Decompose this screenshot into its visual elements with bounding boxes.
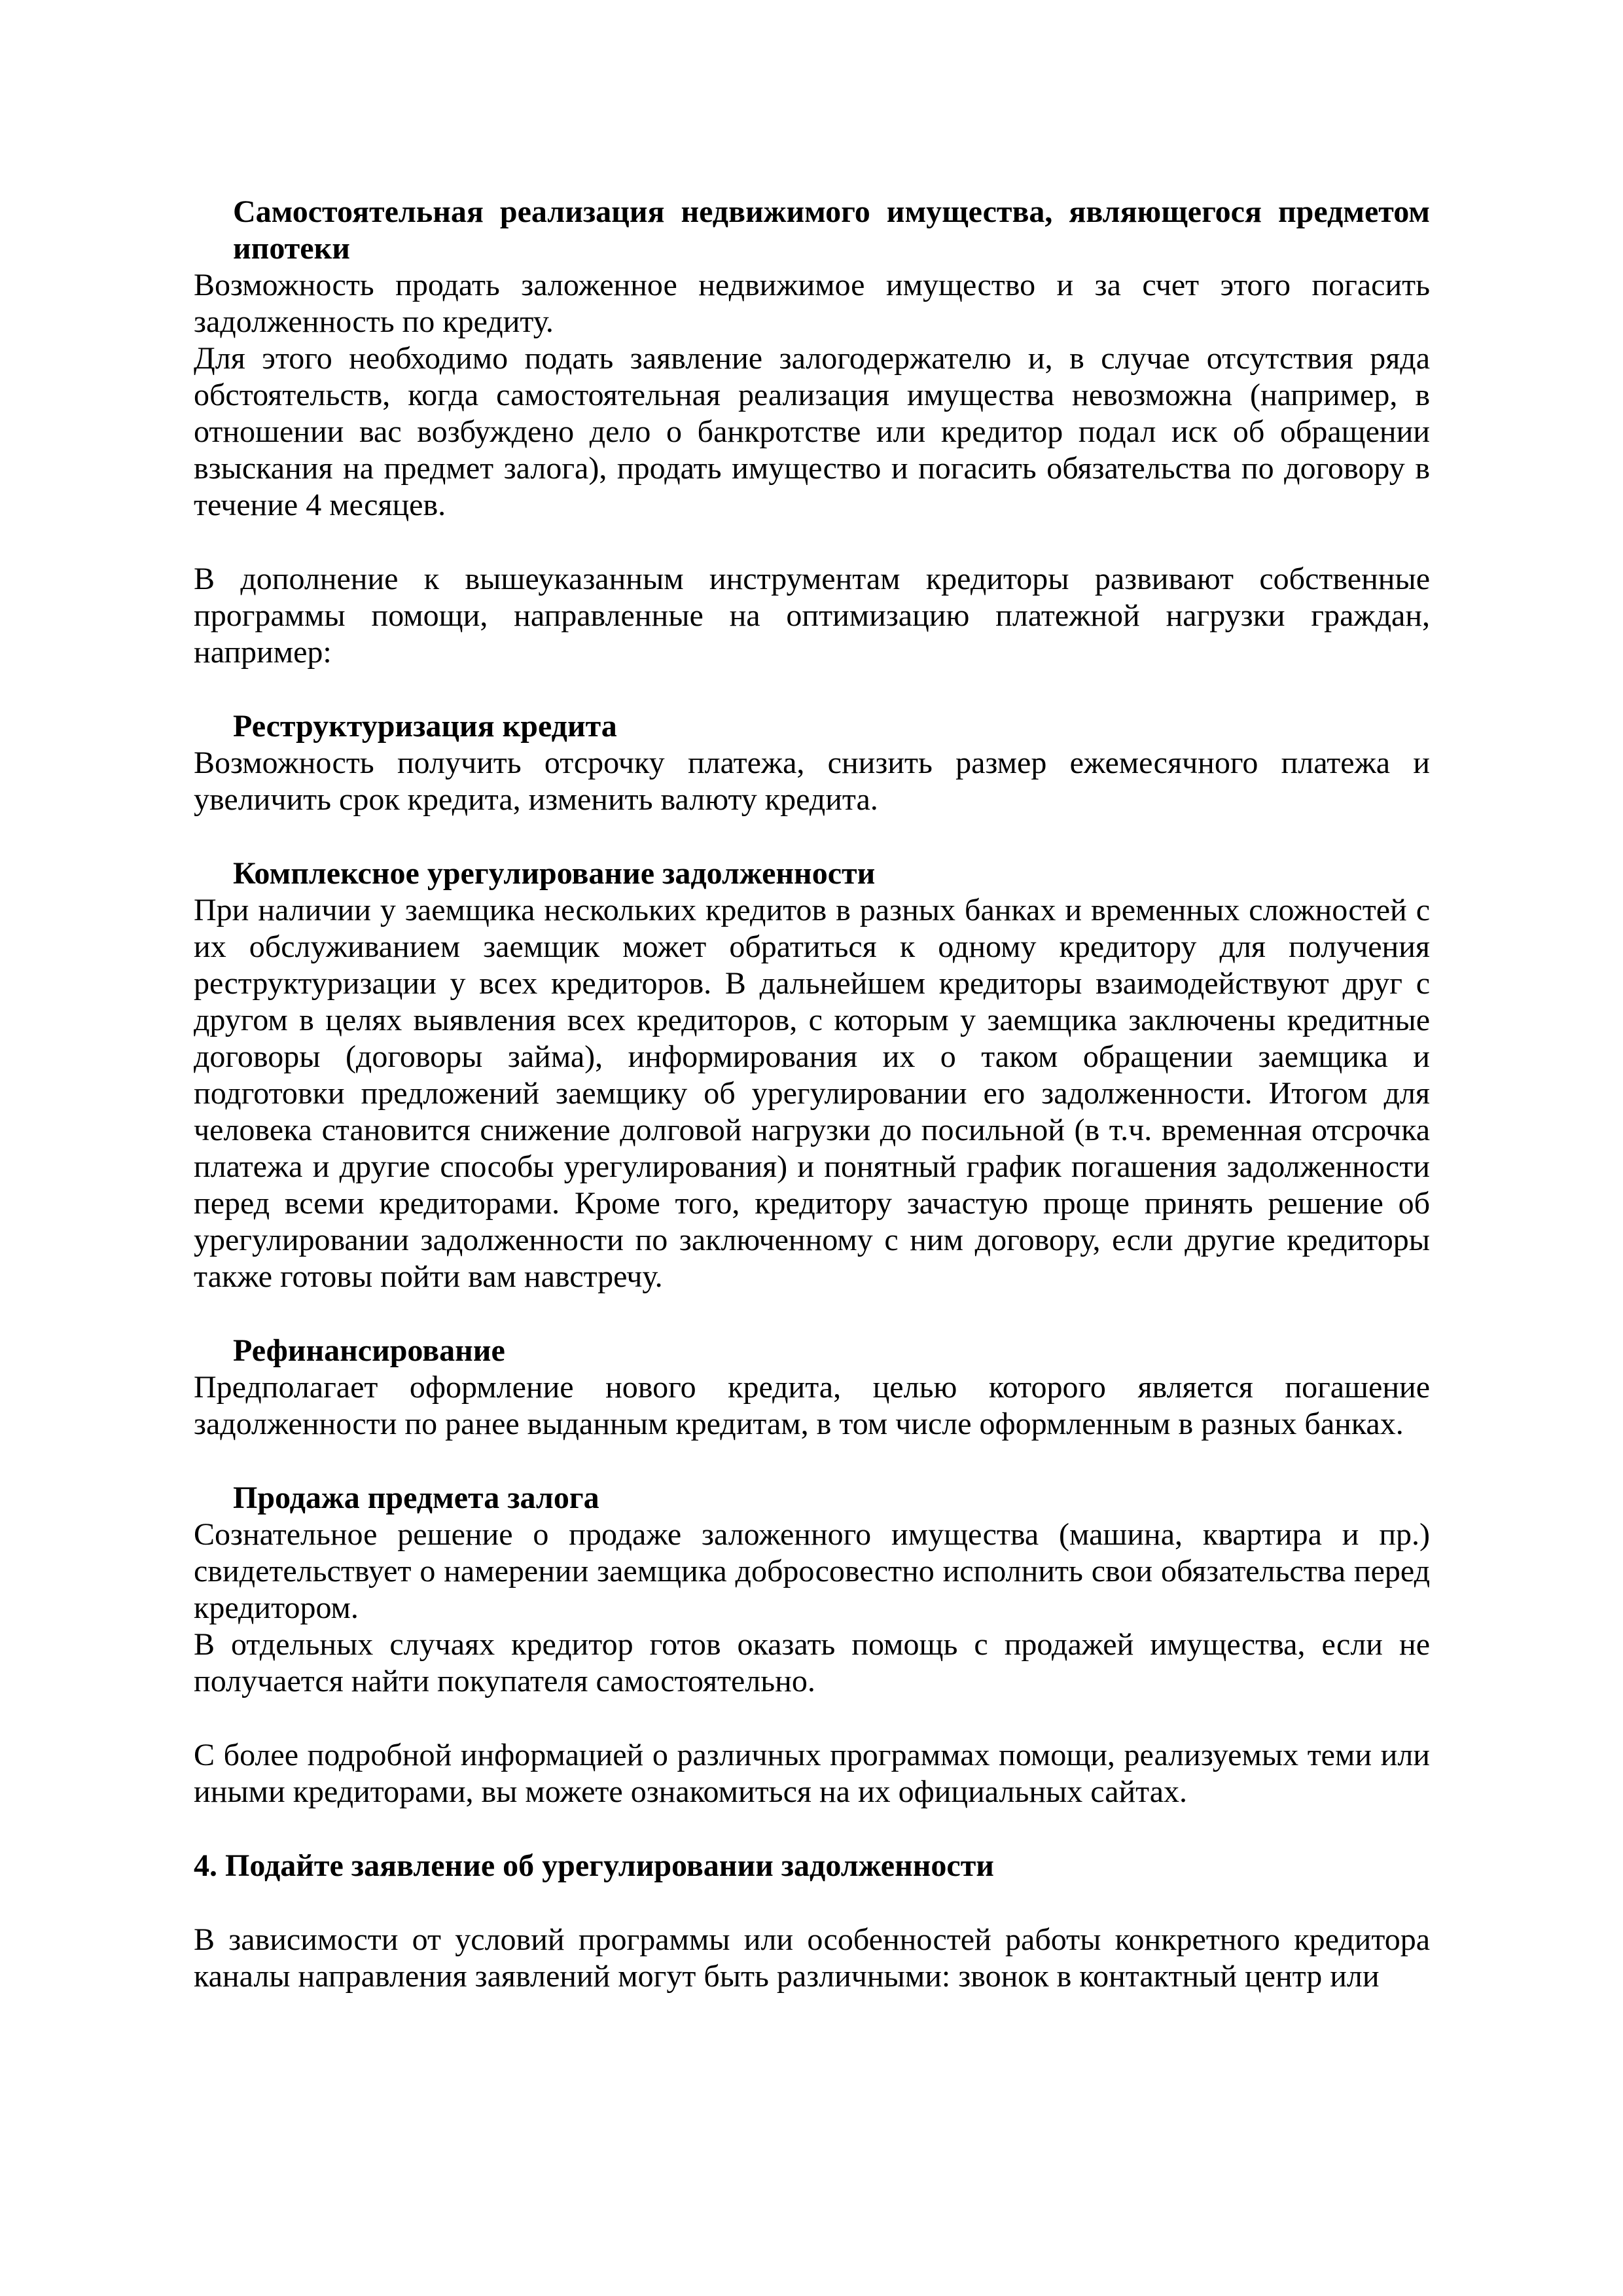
blank-line bbox=[194, 1700, 1430, 1737]
paragraph-more-info-official-sites: С более подробной информацией о различных программах помощи, реализуемых теми или иными кредиторами, вы можете ознакомиться на их официальных сайтах. bbox=[194, 1738, 1430, 1809]
blank-line bbox=[194, 1443, 1430, 1480]
blank-line bbox=[194, 1884, 1430, 1922]
subheading-loan-restructuring: Реструктуризация кредита bbox=[233, 709, 617, 744]
paragraph-application-to-pledgee: Для этого необходимо подать заявление залогодержателю и, в случае отсутствия ряда обстоятельств, когда самостоятельная реализация имущества невозможна (например, в отношении вас возбуждено дело о банкротстве или кредитор подал иск об обращении взыскания на предмет залога), продать имущество и погасить обязательства по договору в течение 4 месяцев. bbox=[194, 341, 1430, 522]
subheading-self-realization-of-mortgaged-property: Самостоятельная реализация недвижимого имущества, являющегося предметом ипотеки bbox=[233, 194, 1430, 266]
paragraph-creditor-help-with-sale: В отдельных случаях кредитор готов оказать помощь с продажей имущества, если не получается найти покупателя самостоятельно. bbox=[194, 1627, 1430, 1698]
heading-step-4-submit-application: 4. Подайте заявление об урегулировании задолженности bbox=[194, 1848, 994, 1883]
blank-line bbox=[194, 524, 1430, 561]
paragraph-application-channels: В зависимости от условий программы или особенностей работы конкретного кредитора каналы направления заявлений могут быть различными: звонок в контактный центр или bbox=[194, 1922, 1430, 1994]
paragraph-sell-mortgaged-property: Возможность продать заложенное недвижимое имущество и за счет этого погасить задолженность по кредиту. bbox=[194, 268, 1430, 339]
subheading-refinancing: Рефинансирование bbox=[233, 1333, 505, 1368]
paragraph-refinancing-description: Предполагает оформление нового кредита, целью которого является погашение задолженности по ранее выданным кредитам, в том числе оформленным в разных банках. bbox=[194, 1370, 1430, 1441]
blank-line bbox=[194, 671, 1430, 708]
blank-line bbox=[194, 1810, 1430, 1848]
paragraph-sale-of-collateral-description: Сознательное решение о продаже заложенного имущества (машина, квартира и пр.) свидетельствует о намерении заемщика добросовестно исполнить свои обязательства перед кредитором. bbox=[194, 1517, 1430, 1625]
blank-line bbox=[194, 818, 1430, 855]
paragraph-loan-restructuring-description: Возможность получить отсрочку платежа, снизить размер ежемесячного платежа и увеличить срок кредита, изменить валюту кредита. bbox=[194, 745, 1430, 817]
paragraph-creditor-own-programs: В дополнение к вышеуказанным инструментам кредиторы развивают собственные программы помощи, направленные на оптимизацию платежной нагрузки граждан, например: bbox=[194, 562, 1430, 670]
subheading-sale-of-collateral: Продажа предмета залога bbox=[233, 1480, 599, 1515]
paragraph-comprehensive-debt-settlement-description: При наличии у заемщика нескольких кредитов в разных банках и временных сложностей с их обслуживанием заемщик может обратиться к одному кредитору для получения реструктуризации у всех кредиторов. В дальнейшем кредиторы взаимодействуют друг с другом в целях выявления всех кредиторов, с которым у заемщика заключены кредитные договоры (договоры займа), информирования их о таком обращении заемщика и подготовки предложений заемщику об урегулировании его задолженности. Итогом для человека становится снижение долговой нагрузки до посильной (в т.ч. временная отсрочка платежа и другие способы урегулирования) и понятный график погашения задолженности перед всеми кредиторами. Кроме того, кредитору зачастую проще принять решение об урегулировании задолженности по заключенному с ним договору, если другие кредиторы также готовы пойти вам навстречу. bbox=[194, 893, 1430, 1294]
blank-line bbox=[194, 1295, 1430, 1333]
subheading-comprehensive-debt-settlement: Комплексное урегулирование задолженности bbox=[233, 856, 876, 891]
